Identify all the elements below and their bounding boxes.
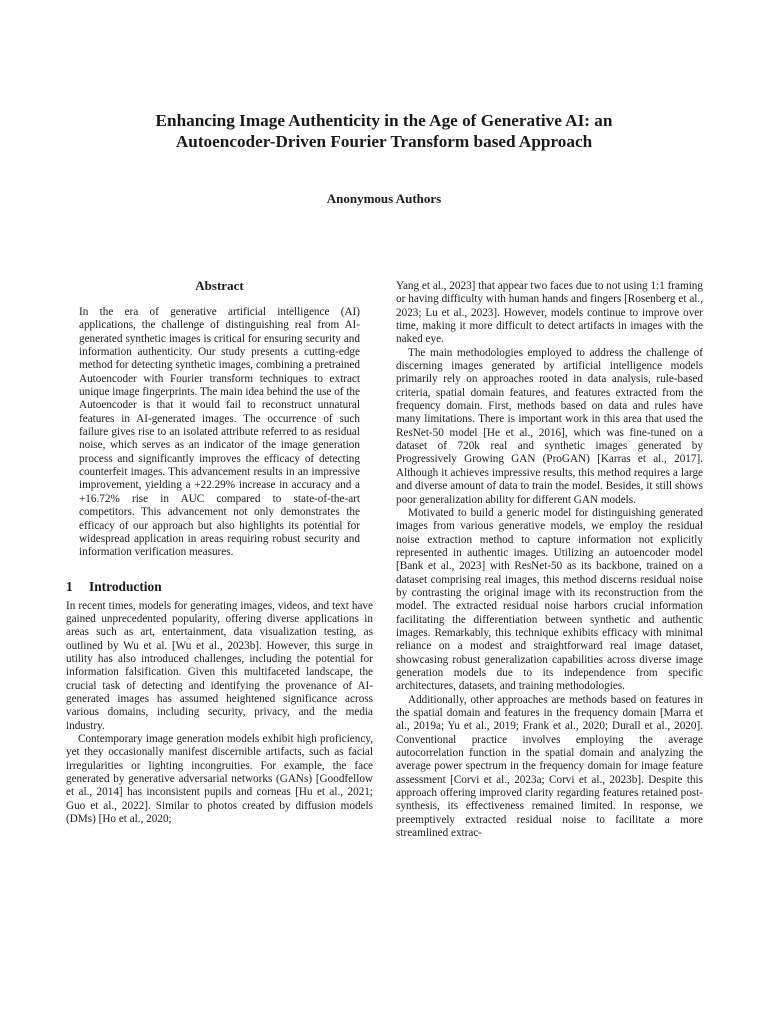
section-heading-introduction xyxy=(66,579,373,595)
section-title: Introduction xyxy=(89,578,162,594)
right-paragraph-1: The main methodologies employed to address the challenge of discerning images generated by artificial intelligence models primarily rely on approaches rooted in data analysis, rule-based criteria, spatial domain features, and features extracted from the frequency domain. First, methods based on data and rules have many limitations. There is important work in this area that used the ResNet-50 model [He et al., 2016], which was fine-tuned on a dataset of 720k real and synthetic images generated by Progressively Growing GAN (ProGAN) [Karras et al., 2017]. Although it achieves impressive results, this method requires a large and diverse amount of data to train the model. Besides, it still shows poor generalization ability for different GAN models. xyxy=(396,346,703,506)
intro-paragraph-2: Contemporary image generation models exhibit high proficiency, yet they occasionally manifest discernible artifacts, such as facial irregularities or lighting incongruities. For example, the face generated by generative adversarial networks (GANs) [Goodfellow et al., 2014] has inconsistent pupils and corneas [Hu et al., 2021; Guo et al., 2022]. Similar to photos created by diffusion models (DMs) [Ho et al., 2020; xyxy=(66,732,373,826)
authors: Anonymous Authors xyxy=(326,191,442,206)
abstract-text: In the era of generative artificial intelligence (AI) applications, the challenge of distinguishing real from AI-generated synthetic images is critical for ensuring security and information authenticity. Our study presents a cutting-edge method for detecting synthetic images, combining a pretrained Autoencoder with Fourier transform techniques to extract unique image fingerprints. The main idea behind the use of the Autoencoder is that it would fail to reconstruct unnatural features in AI-generated images. The occurrence of such failure gives rise to an isolated attribute referred to as residual noise, which serves as an indicator of the image generation process and significantly improves the efficacy of detecting counterfeit images. This advancement results in an impressive improvement, yielding a +22.29% increase in accuracy and a +16.72% rise in AUC compared to state-of-the-art competitors. This advancement not only demonstrates the efficacy of our approach but also highlights its potential for widespread application in areas requiring robust security and information verification measures. xyxy=(79,306,360,559)
abstract-body xyxy=(79,306,360,560)
left-column xyxy=(66,278,373,826)
right-paragraph-3: Additionally, other approaches are methods based on features in the spatial domain and features in the frequency domain [Marra et al., 2019a; Yu et al., 2019; Frank et al., 2020; Durall et al., 2020]. Conventional practice involves employing the average autocorrelation function in the spatial domain and analyzing the average power spectrum in the frequency domain for image feature assessment [Corvi et al., 2023a; Corvi et al., 2023b]. Despite this approach offering improved clarity regarding features retained post-synthesis, its effectiveness remained limited. In response, we preemptively extracted residual noise to facilitate a more streamlined extrac- xyxy=(396,693,703,840)
title-line-2: Autoencoder-Driven Fourier Transform based Approach xyxy=(175,132,593,151)
title-line-1: Enhancing Image Authenticity in the Age of Generative AI: an xyxy=(155,111,613,130)
section-number: 1 xyxy=(66,578,73,594)
abstract-heading: Abstract xyxy=(195,278,244,293)
right-paragraph-2: Motivated to build a generic model for distinguishing generated images from various generative models, we employ the residual noise extraction method to capture information not explicitly represented in authentic images. Utilizing an autoencoder model [Bank et al., 2023] with ResNet-50 as its backbone, trained on a dataset comprising real images, this method discerns residual noise by contrasting the original image with its reconstruction from the model. The extracted residual noise harbors crucial information facilitating the differentiation between synthetic and authentic images. Remarkably, this technique exhibits efficacy with minimal reliance on a modest and straightforward real image dataset, showcasing robust generalization capabilities across diverse image generation models due to its independence from specific architectures, datasets, and training methodologies. xyxy=(396,506,703,693)
right-column xyxy=(396,280,703,840)
right-paragraph-0: Yang et al., 2023] that appear two faces due to not using 1:1 framing or having difficulty with human hands and fingers [Rosenberg et al., 2023; Lu et al., 2023]. However, models continue to improve over time, making it more difficult to detect artifacts in images with the naked eye. xyxy=(396,280,703,346)
intro-paragraph-1: In recent times, models for generating images, videos, and text have gained unprecedented popularity, offering diverse applications in areas such as art, entertainment, data visualization testing, as outlined by Wu et al. [Wu et al., 2023b]. However, this surge in utility has also introduced challenges, including the potential for information falsification. Given this multifaceted landscape, the crucial task of detecting and identifying the provenance of AI-generated images has assumed heightened significance across various domains, including security, privacy, and the media industry. xyxy=(66,599,373,732)
paper-title xyxy=(0,110,768,152)
